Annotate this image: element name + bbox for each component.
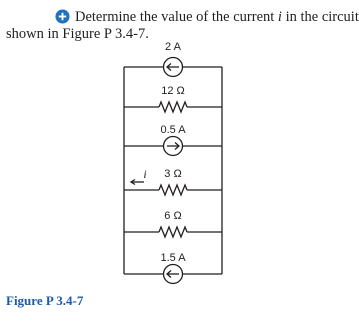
label-current-i: i	[143, 167, 147, 181]
current-i-arrow	[131, 180, 144, 185]
current-source-0-5a	[164, 137, 183, 156]
label-2a: 2 A	[165, 41, 181, 53]
label-12-ohm: 12 Ω	[161, 85, 185, 97]
resistor-6-ohm	[159, 227, 187, 237]
label-1-5a: 1.5 A	[160, 252, 186, 264]
current-source-2a	[164, 58, 183, 77]
problem-text-start: Determine the value of the current	[75, 9, 278, 25]
current-source-1-5a	[164, 265, 183, 284]
current-variable: i	[277, 9, 282, 25]
label-0-5a: 0.5 A	[160, 124, 186, 136]
resistor-3-ohm	[159, 185, 187, 195]
problem-line-2: shown in Figure P 3.4-7.	[6, 26, 149, 42]
figure-caption: Figure P 3.4-7	[6, 293, 84, 308]
resistor-12-ohm	[159, 102, 187, 112]
label-3-ohm: 3 Ω	[164, 168, 182, 180]
label-6-ohm: 6 Ω	[164, 210, 182, 222]
problem-text-end: in the circuit	[281, 9, 359, 25]
